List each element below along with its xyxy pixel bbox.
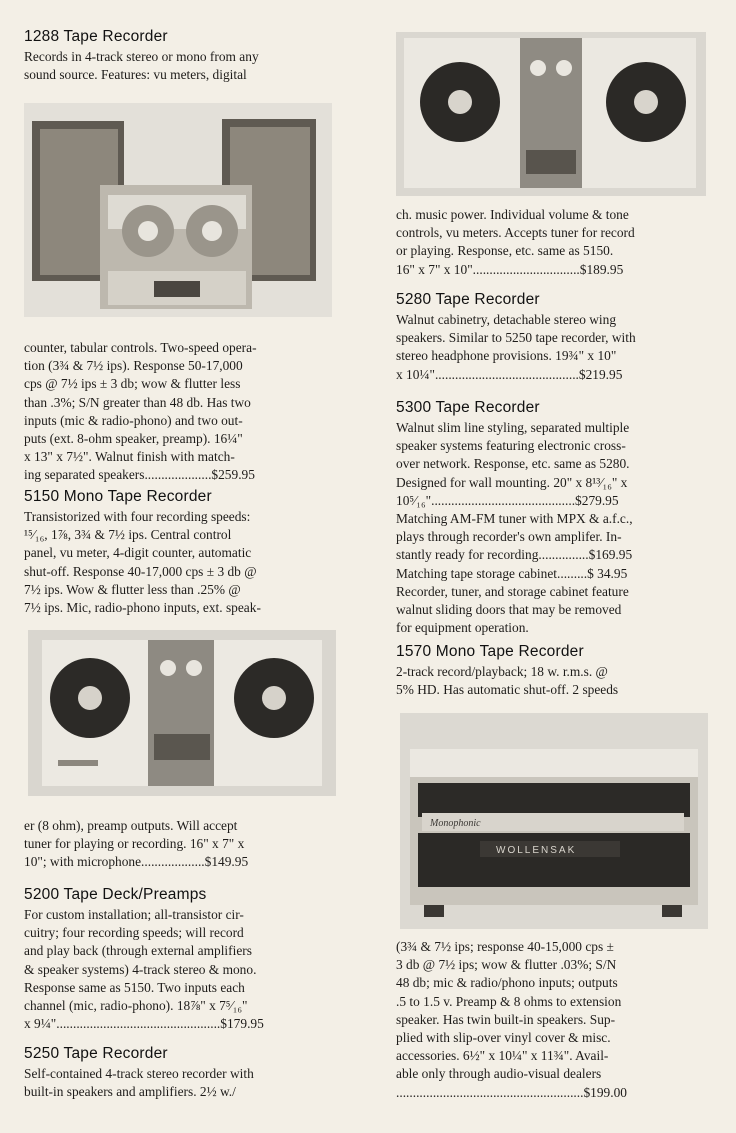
- item-description: Records in 4-track stereo or mono from any sound source. Features: vu meters, digital: [24, 49, 259, 83]
- item-5200: [24, 886, 336, 1033]
- item-description: For custom installation; all-transistor cir- cuitry; four recording speeds; will record and play back (through external amplifiers & speaker systems) 4-track stereo & mono. Response same as 5150. Two inputs each channel (mic, radio-phono). 18⅞" x 7⁵⁄₁₆" x 9¼".................................................$179.95: [24, 907, 264, 1032]
- item-title: 1288 Tape Recorder: [24, 28, 168, 45]
- item-title: 5300 Tape Recorder: [396, 399, 540, 416]
- item-1288-continued: [24, 339, 336, 485]
- item-description: Walnut slim line styling, separated multiple speaker systems featuring electronic cross- over network. Response, etc. same as 5280. Designed for wall mounting. 20" x 8¹³⁄₁₆" x 10⁵⁄₁₆"...........................................$279.95 Matching AM-FM tuner with MPX & a.f.c., plays through recorder's own amplifer. In- stantly ready for recording...............$169.95 Matching tape storage cabinet.........$ 34.95 Recorder, tuner, and storage cabinet feature walnut sliding doors that may be removed for equipment operation.: [396, 420, 633, 636]
- item-1570: [396, 643, 709, 699]
- item-5250-continued: [396, 206, 709, 279]
- item-description: Walnut cabinetry, detachable stereo wing speakers. Similar to 5250 tape recorder, with stereo headphone provisions. 19¾" x 10" x 10¼"...........................................$219.95: [396, 312, 636, 382]
- item-description-continued: (3¾ & 7½ ips; response 40-15,000 cps ± 3 db @ 7½ ips; wow & flutter .03%; S/N 48 db; mic & radio/phono inputs; outputs .5 to 1.5 v. Preamp & 8 ohms to extension speaker. Has twin built-in speakers. Sup- plied with slip-over vinyl cover & misc. accessories. 6½" x 10¼" x 11¾". Avail- able only through audio-visual dealers ........................................................$199.00: [396, 939, 627, 1100]
- item-title: 5250 Tape Recorder: [24, 1045, 168, 1062]
- item-5150-continued: [24, 817, 336, 872]
- item-description-continued: ch. music power. Individual volume & tone controls, vu meters. Accepts tuner for record or playing. Response, etc. same as 5150. 16" x 7" x 10"................................$189.95: [396, 207, 635, 277]
- photo-1570-recorder: [400, 713, 708, 929]
- item-title: 1570 Mono Tape Recorder: [396, 643, 584, 660]
- item-5250: [24, 1045, 336, 1101]
- photo-1288-recorder-with-speakers: [24, 103, 332, 317]
- item-5280: [396, 291, 709, 384]
- item-description-continued: er (8 ohm), preamp outputs. Will accept tuner for playing or recording. 16" x 7" x 10"; with microphone...................$149.95: [24, 818, 249, 870]
- item-5300: [396, 399, 709, 637]
- item-title: 5150 Mono Tape Recorder: [24, 488, 212, 505]
- item-title: 5280 Tape Recorder: [396, 291, 540, 308]
- item-description-continued: counter, tabular controls. Two-speed opera- tion (3¾ & 7½ ips). Response 50-17,000 cps @ 7½ ips ± 3 db; wow & flutter less than .3%; S/N greater than 48 db. Has two inputs (mic & radio-phono) and two out- puts (ext. 8-ohm speaker, preamp). 16¼" x 13" x 7½". Walnut finish with match- ing separated speakers....................$259.95: [24, 340, 257, 483]
- model-script-label: Monophonic: [430, 818, 481, 829]
- item-title: 5200 Tape Deck/Preamps: [24, 886, 207, 903]
- item-description: 2-track record/playback; 18 w. r.m.s. @ 5% HD. Has automatic shut-off. 2 speeds: [396, 664, 619, 698]
- item-1288: [24, 28, 336, 84]
- brand-label: WOLLENSAK: [496, 845, 577, 856]
- item-description: Transistorized with four recording speeds: ¹⁵⁄₁₆, 1⅞, 3¾ & 7½ ips. Central control panel, vu meter, 4-digit counter, automatic shut-off. Response 40-17,000 cps ± 3 db @ 7½ ips. Wow & flutter less than .25% @ 7½ ips. Mic, radio-phono inputs, ext. speak-: [24, 509, 261, 616]
- item-1570-continued: [396, 938, 709, 1102]
- item-5150: [24, 488, 336, 617]
- item-description: Self-contained 4-track stereo recorder with built-in speakers and amplifiers. 2½ w./: [24, 1066, 254, 1100]
- photo-5150-recorder: [28, 630, 336, 796]
- photo-5250-recorder: [396, 32, 706, 196]
